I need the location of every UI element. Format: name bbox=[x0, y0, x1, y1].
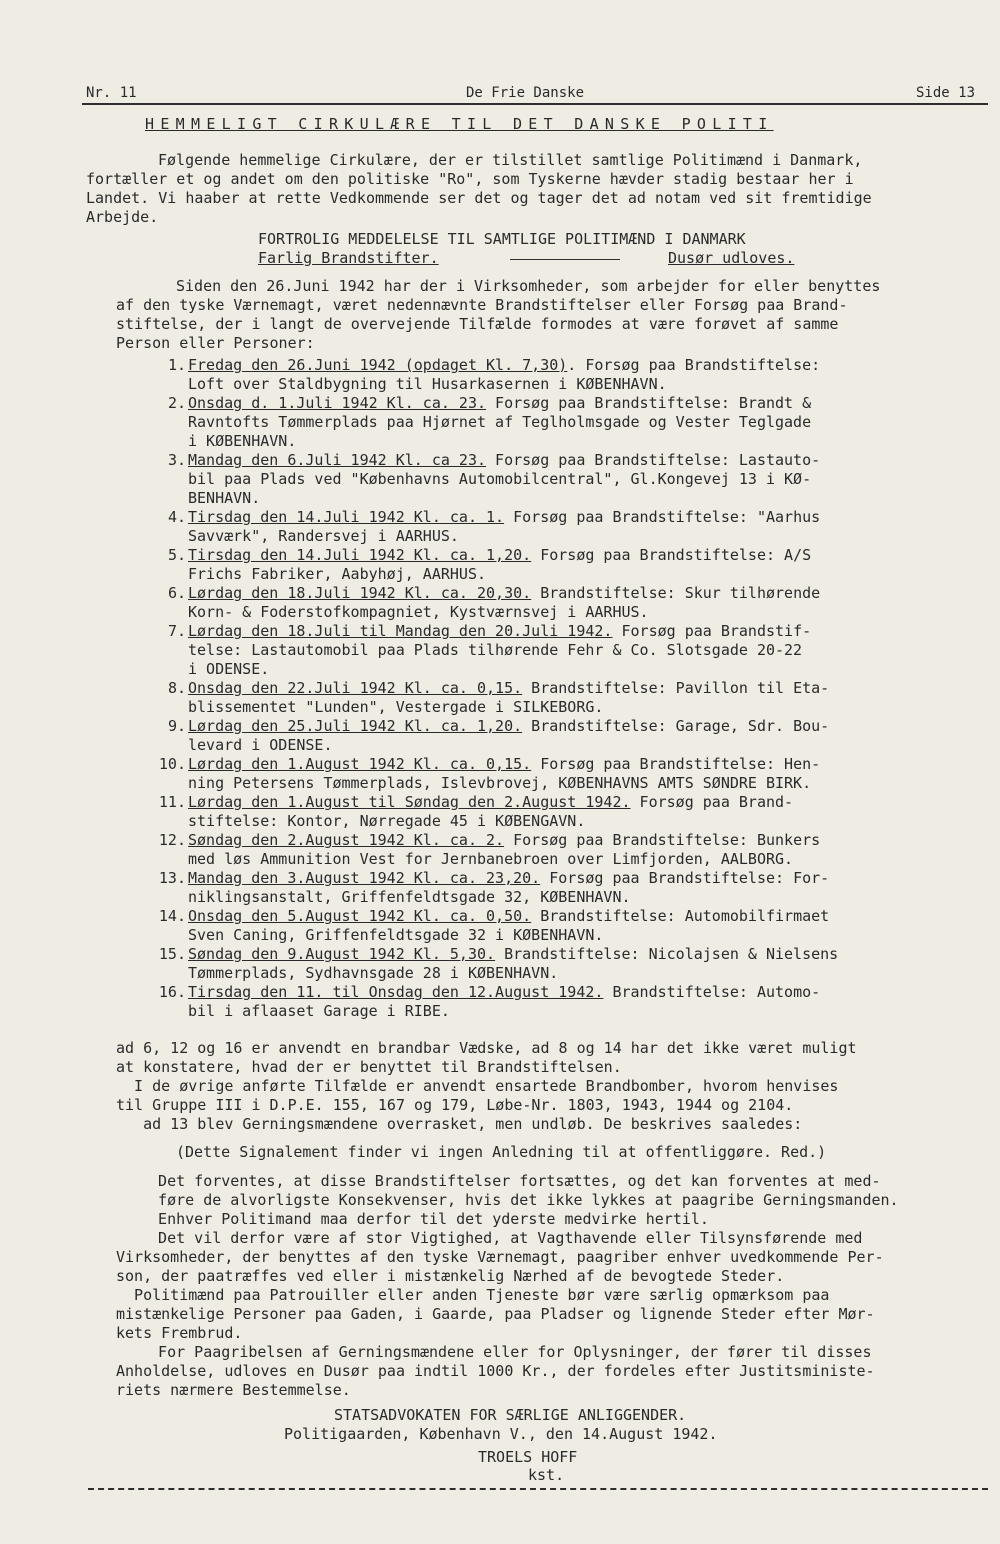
list-item: 15. Søndag den 9.August 1942 Kl. 5,30. Brandstiftelse: Nicolajsen & Nielsens Tømmerplads, Sydhavnsgade 28 i KØBENHAVN. bbox=[158, 945, 839, 982]
lead-line-4: Person eller Personer: bbox=[116, 334, 315, 352]
intro-line-4: Arbejde. bbox=[86, 208, 159, 226]
publication-name: De Frie Danske bbox=[466, 85, 585, 101]
list-item: 8. Onsdag den 22.Juli 1942 Kl. ca. 0,15. Brandstiftelse: Pavillon til Eta- blissementet "Lunden", Vestergade i SILKEBORG. bbox=[167, 679, 830, 716]
editor-note: (Dette Signalement finder vi ingen Anledning til at offentliggøre. Red.) bbox=[176, 1143, 827, 1161]
document-title: HEMMELIGT CIRKULÆRE TIL DET DANSKE POLITI bbox=[145, 115, 774, 133]
after-line-5: ad 13 blev Gerningsmændene overrasket, men undløb. De beskrives saaledes: bbox=[116, 1115, 803, 1133]
list-item: 12. Søndag den 2.August 1942 Kl. ca. 2. Forsøg paa Brandstiftelse: Bunkers med løs Ammunition Vest for Jernbanebroen over Limfjorden, AALBORG. bbox=[158, 831, 821, 868]
list-item: 3. Mandag den 6.Juli 1942 Kl. ca 23. Forsøg paa Brandstiftelse: Lastauto- bil paa Plads ved "Københavns Automobilcentral", Gl.Kongevej 13 i KØ- BENHAVN. bbox=[167, 451, 821, 507]
list-item: 13. Mandag den 3.August 1942 Kl. ca. 23,20. Forsøg paa Brandstiftelse: For- niklingsanstalt, Griffenfeldtsgade 32, KØBENHAVN. bbox=[158, 869, 830, 906]
list-item: 9. Lørdag den 25.Juli 1942 Kl. ca. 1,20. Brandstiftelse: Garage, Sdr. Bou- levard i ODENSE. bbox=[167, 717, 830, 754]
subheading-divider bbox=[510, 259, 620, 260]
signature-place-date: Politigaarden, København V., den 14.August 1942. bbox=[284, 1425, 718, 1443]
after-line-3: I de øvrige anførte Tilfælde er anvendt ensartede Brandbomber, hvorom henvises bbox=[116, 1077, 839, 1095]
subheading-left: Farlig Brandstifter. bbox=[258, 249, 439, 267]
list-item: 5. Tirsdag den 14.Juli 1942 Kl. ca. 1,20. Forsøg paa Brandstiftelse: A/S Frichs Fabriker, Aabyhøj, AARHUS. bbox=[167, 546, 812, 583]
closing-line-11: Anholdelse, udloves en Dusør paa indtil 1000 Kr., der fordeles efter Justitsministe- bbox=[116, 1362, 875, 1380]
intro-line-2: fortæller et og andet om den politiske "Ro", som Tyskerne hævder stadig bestaar her i bbox=[86, 170, 854, 188]
signature-name: TROELS HOFF bbox=[478, 1448, 578, 1466]
after-line-1: ad 6, 12 og 16 er anvendt en brandbar Vædske, ad 8 og 14 har det ikke været muligt bbox=[116, 1039, 857, 1057]
list-item: 2. Onsdag d. 1.Juli 1942 Kl. ca. 23. Forsøg paa Brandstiftelse: Brandt & Ravntofts Tømmerplads paa Hjørnet af Teglholmsgade og Vester Teglgade i KØBENHAVN. bbox=[167, 394, 812, 450]
lead-line-3: stiftelse, der i langt de overvejende Tilfælde formodes at være forøvet af samme bbox=[116, 315, 839, 333]
footer-rule bbox=[88, 1488, 988, 1490]
after-line-4: til Gruppe III i D.P.E. 155, 167 og 179, Løbe-Nr. 1803, 1943, 1944 og 2104. bbox=[116, 1096, 794, 1114]
signature-office: STATSADVOKATEN FOR SÆRLIGE ANLIGGENDER. bbox=[334, 1406, 687, 1424]
signature-suffix: kst. bbox=[528, 1466, 565, 1484]
closing-line-4: Det vil derfor være af stor Vigtighed, at Vagthavende eller Tilsynsførende med bbox=[140, 1229, 863, 1247]
intro-line-1: Følgende hemmelige Cirkulære, der er tilstillet samtlige Politimænd i Danmark, bbox=[158, 151, 863, 169]
closing-line-12: riets nærmere Bestemmelse. bbox=[116, 1381, 351, 1399]
subheading-right: Dusør udloves. bbox=[668, 249, 795, 267]
closing-line-10: For Paagribelsen af Gerningsmændene eller for Oplysninger, der fører til disses bbox=[140, 1343, 872, 1361]
header-rule bbox=[82, 103, 988, 105]
list-item: 16. Tirsdag den 11. til Onsdag den 12.August 1942. Brandstiftelse: Automo- bil i aflaaset Garage i RIBE. bbox=[158, 983, 821, 1020]
list-item: 4. Tirsdag den 14.Juli 1942 Kl. ca. 1. Forsøg paa Brandstiftelse: "Aarhus Savværk", Randersvej i AARHUS. bbox=[167, 508, 821, 545]
list-item: 1. Fredag den 26.Juni 1942 (opdaget Kl. 7,30). Forsøg paa Brandstiftelse: Loft over Staldbygning til Husarkasernen i KØBENHAVN. bbox=[167, 356, 821, 393]
issue-number: Nr. 11 bbox=[86, 85, 137, 101]
memo-heading: FORTROLIG MEDDELELSE TIL SAMTLIGE POLITIMÆND I DANMARK bbox=[258, 230, 746, 248]
closing-line-1: Det forventes, at disse Brandstiftelser fortsættes, og det kan forventes at med- bbox=[140, 1172, 881, 1190]
intro-line-3: Landet. Vi haaber at rette Vedkommende ser det og tager det ad notam ved sit fremtidige bbox=[86, 189, 872, 207]
closing-line-6: son, der paatræffes ved eller i mistænkelig Nærhed af de bevogtede Steder. bbox=[116, 1267, 785, 1285]
lead-line-1: Siden den 26.Juni 1942 har der i Virksomheder, som arbejder for eller benyttes bbox=[176, 277, 881, 295]
list-item: 10. Lørdag den 1.August 1942 Kl. ca. 0,15. Forsøg paa Brandstiftelse: Hen- ning Petersens Tømmerplads, Islevbrovej, KØBENHAVNS AMTS SØNDRE BIRK. bbox=[158, 755, 821, 792]
closing-line-5: Virksomheder, der benyttes af den tyske Værnemagt, paagriber enhver uvedkommende Per- bbox=[116, 1248, 884, 1266]
after-line-2: at konstatere, hvad der er benyttet til Brandstiftelsen. bbox=[116, 1058, 622, 1076]
closing-line-8: mistænkelige Personer paa Gaden, i Gaarde, paa Pladser og lignende Steder efter Mør- bbox=[116, 1305, 875, 1323]
list-item: 7. Lørdag den 18.Juli til Mandag den 20.Juli 1942. Forsøg paa Brandstif- telse: Lastautomobil paa Plads tilhørende Fehr & Co. Slotsgade 20-22 i ODENSE. bbox=[167, 622, 812, 678]
page-number: Side 13 bbox=[916, 85, 976, 101]
lead-line-2: af den tyske Værnemagt, været nedennævnte Brandstiftelser eller Forsøg paa Brand- bbox=[116, 296, 848, 314]
list-item: 14. Onsdag den 5.August 1942 Kl. ca. 0,50. Brandstiftelse: Automobilfirmaet Sven Caning, Griffenfeldtsgade 32 i KØBENHAVN. bbox=[158, 907, 830, 944]
closing-line-9: kets Frembrud. bbox=[116, 1324, 243, 1342]
closing-line-7: Politimænd paa Patrouiller eller anden Tjeneste bør være særlig opmærksom paa bbox=[116, 1286, 830, 1304]
closing-line-3: Enhver Politimand maa derfor til det yderste medvirke hertil. bbox=[140, 1210, 709, 1228]
incident-list bbox=[148, 356, 948, 1021]
list-item: 6. Lørdag den 18.Juli 1942 Kl. ca. 20,30. Brandstiftelse: Skur tilhørende Korn- & Foderstofkompagniet, Kystværnsvej i AARHUS. bbox=[167, 584, 821, 621]
list-item: 11. Lørdag den 1.August til Søndag den 2.August 1942. Forsøg paa Brand- stiftelse: Kontor, Nørregade 45 i KØBENGAVN. bbox=[158, 793, 794, 830]
closing-line-2: føre de alvorligste Konsekvenser, hvis det ikke lykkes at paagribe Gerningsmanden. bbox=[140, 1191, 899, 1209]
